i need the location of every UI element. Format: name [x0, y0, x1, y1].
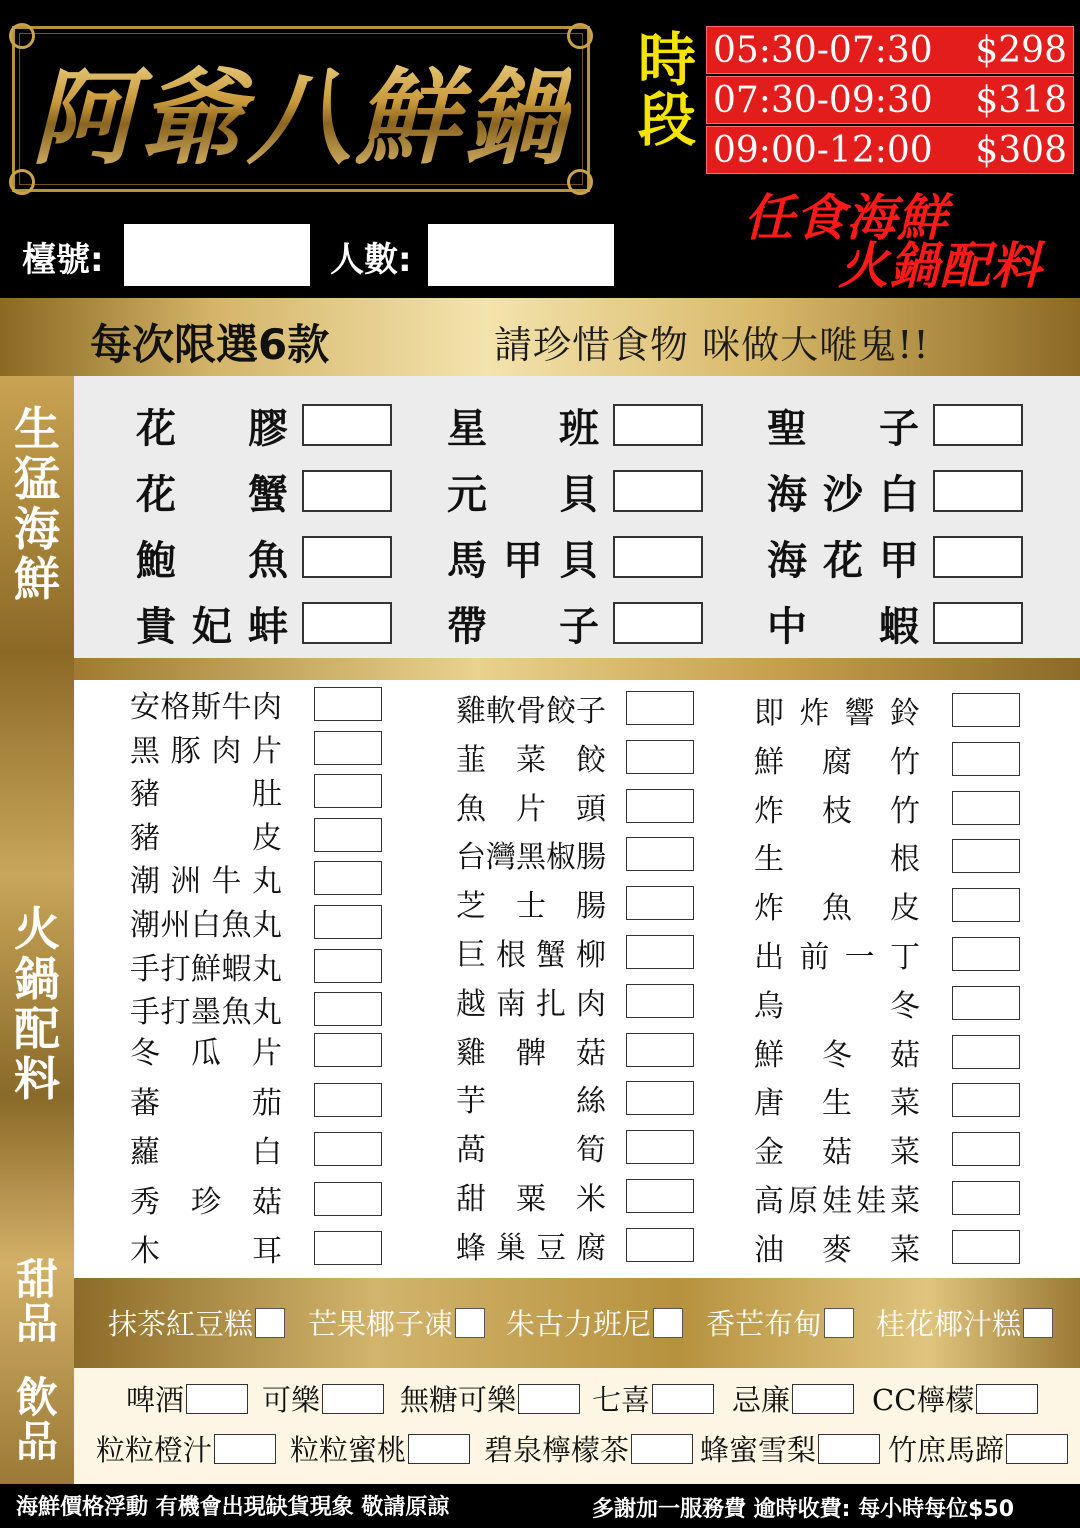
drink-item	[700, 1428, 880, 1469]
drink-item	[290, 1428, 470, 1469]
drink-item	[888, 1428, 1068, 1469]
item-name: 甜 粟 米	[456, 1182, 606, 1217]
drink-item	[872, 1378, 1038, 1419]
seafood-item	[136, 400, 392, 450]
quantity-box[interactable]	[626, 1033, 694, 1067]
quantity-box[interactable]	[314, 1033, 382, 1067]
quantity-box[interactable]	[952, 937, 1020, 971]
item-name: 貴 妃 蚌	[136, 602, 288, 650]
item-name: 朱古力班尼	[506, 1307, 652, 1341]
item-name: 即 炸 響 鈴	[754, 696, 920, 731]
quantity-box[interactable]	[952, 1035, 1020, 1069]
item-name: 秀 珍 菇	[130, 1184, 282, 1220]
quantity-box[interactable]	[613, 602, 703, 644]
dessert-item	[108, 1302, 285, 1343]
quantity-box[interactable]	[933, 470, 1023, 512]
quantity-box[interactable]	[976, 1384, 1038, 1414]
item-name: 碧泉檸檬茶	[484, 1433, 630, 1467]
section-divider	[74, 658, 1080, 680]
quantity-box[interactable]	[933, 404, 1023, 446]
item-name: 冬 瓜 片	[130, 1036, 282, 1071]
quantity-box[interactable]	[952, 693, 1020, 727]
time-period-label: 時段	[637, 26, 696, 154]
quantity-box[interactable]	[186, 1384, 248, 1414]
drink-item	[732, 1378, 854, 1419]
item-name: 粒粒橙汁	[96, 1433, 213, 1467]
quantity-box[interactable]	[314, 1231, 382, 1265]
hotpot-item	[754, 788, 1020, 828]
seafood-item	[767, 466, 1023, 516]
item-name: 手 打 鮮 蝦 丸	[130, 951, 282, 987]
quantity-box[interactable]	[518, 1384, 580, 1414]
item-name: 芋 絲	[456, 1084, 606, 1120]
quantity-box[interactable]	[626, 1130, 694, 1164]
table-number-field[interactable]	[124, 224, 310, 286]
item-name: 炸 魚 皮	[754, 891, 920, 927]
selection-limit-text: 每次限選6款	[90, 320, 330, 369]
quantity-box[interactable]	[952, 1132, 1020, 1166]
seafood-item	[767, 400, 1023, 450]
section-title-seafood: 生猛海鮮	[14, 402, 60, 606]
quantity-box[interactable]	[792, 1384, 854, 1414]
item-name: 唐 生 菜	[754, 1086, 920, 1122]
quantity-box[interactable]	[631, 1434, 693, 1464]
item-name: 海 沙 白	[767, 470, 919, 518]
slogan-line-1: 任食海鮮	[744, 189, 948, 247]
item-name: 巨 根 蟹 柳	[456, 938, 606, 973]
seafood-item	[136, 532, 392, 582]
item-name: 豬 肚	[130, 777, 282, 813]
hotpot-item	[130, 771, 382, 811]
drink-item	[400, 1378, 580, 1419]
item-name: CC檸檬	[872, 1383, 975, 1417]
quantity-box[interactable]	[952, 1230, 1020, 1264]
drink-item	[96, 1428, 276, 1469]
hotpot-item	[456, 1225, 694, 1265]
item-name: 芝 士 腸	[456, 889, 606, 925]
item-name: 台 灣 黑 椒 腸	[456, 840, 606, 876]
item-name: 安 格 斯 牛 肉	[130, 690, 282, 725]
quantity-box[interactable]	[613, 536, 703, 578]
price-row	[706, 76, 1074, 124]
item-name: 忌廉	[732, 1383, 791, 1417]
item-name: 星 班	[447, 404, 599, 452]
quantity-box[interactable]	[314, 687, 382, 721]
price: $308	[975, 130, 1067, 171]
item-name: 啤酒	[126, 1383, 185, 1417]
hotpot-item	[456, 688, 694, 728]
item-name: 炸 枝 竹	[754, 793, 920, 829]
quantity-box[interactable]	[952, 742, 1020, 776]
seafood-item	[447, 532, 703, 582]
people-count-field[interactable]	[428, 224, 614, 286]
quantity-box[interactable]	[626, 1228, 694, 1262]
item-name: 花 蟹	[136, 470, 288, 518]
section-title-drinks: 飲品	[15, 1373, 58, 1466]
quantity-box[interactable]	[302, 536, 392, 578]
quantity-box[interactable]	[314, 1083, 382, 1117]
item-name: 豬 皮	[130, 820, 282, 856]
section-title-dessert: 甜品	[15, 1255, 58, 1348]
price-row	[706, 126, 1074, 174]
quantity-box[interactable]	[933, 602, 1023, 644]
item-name: 竹庶馬蹄	[888, 1433, 1005, 1467]
hotpot-item	[130, 684, 382, 724]
item-name: 元 貝	[447, 470, 599, 518]
hotpot-item	[130, 902, 382, 942]
hotpot-item	[456, 883, 694, 923]
time-range: 07:30-09:30	[713, 80, 933, 121]
quantity-box[interactable]	[314, 949, 382, 983]
quantity-box[interactable]	[952, 839, 1020, 873]
quantity-box[interactable]	[952, 1181, 1020, 1215]
hotpot-item	[456, 1127, 694, 1167]
quantity-box[interactable]	[302, 470, 392, 512]
hotpot-item	[130, 1228, 382, 1268]
seafood-item	[447, 598, 703, 648]
checkbox[interactable]	[653, 1308, 683, 1338]
quantity-box[interactable]	[626, 984, 694, 1018]
hotpot-item	[754, 934, 1020, 974]
seafood-item	[447, 400, 703, 450]
hotpot-item	[754, 690, 1020, 730]
hotpot-item	[456, 1078, 694, 1118]
quantity-box[interactable]	[626, 886, 694, 920]
dessert-item	[706, 1302, 854, 1343]
hotpot-item	[130, 728, 382, 768]
hotpot-item	[456, 981, 694, 1021]
item-name: 鮑 魚	[136, 536, 288, 584]
checkbox[interactable]	[1023, 1308, 1053, 1338]
hotpot-item	[754, 983, 1020, 1023]
checkbox[interactable]	[255, 1308, 285, 1338]
quantity-box[interactable]	[314, 731, 382, 765]
hotpot-item	[754, 885, 1020, 925]
hotpot-item	[130, 815, 382, 855]
item-name: 魚 片 頭	[456, 791, 606, 827]
time-range: 09:00-12:00	[713, 130, 933, 171]
item-name: 花 膠	[136, 404, 288, 452]
quantity-box[interactable]	[302, 602, 392, 644]
hotpot-item	[754, 1080, 1020, 1120]
item-name: 粒粒蜜桃	[290, 1433, 407, 1467]
hotpot-item	[456, 932, 694, 972]
quantity-box[interactable]	[408, 1434, 470, 1464]
item-name: 中 蝦	[767, 602, 919, 650]
item-name: 香芒布甸	[706, 1307, 823, 1341]
quantity-box[interactable]	[613, 470, 703, 512]
item-name: 雞 髀 菇	[456, 1035, 606, 1071]
hotpot-item	[130, 1030, 382, 1070]
quantity-box[interactable]	[626, 691, 694, 725]
item-name: 潮 州 白 魚 丸	[130, 908, 282, 943]
drink-item	[126, 1378, 248, 1419]
item-name: 木 耳	[130, 1234, 282, 1269]
hotpot-item	[754, 1227, 1020, 1267]
quantity-box[interactable]	[314, 1132, 382, 1166]
quantity-box[interactable]	[322, 1384, 384, 1414]
dessert-item	[506, 1302, 683, 1343]
ornament-icon	[567, 169, 593, 195]
item-name: 高 原 娃 娃 菜	[754, 1184, 920, 1219]
hotpot-item	[456, 786, 694, 826]
ornament-icon	[9, 169, 35, 195]
item-name: 鮮 腐 竹	[754, 744, 920, 780]
item-name: 越 南 扎 肉	[456, 986, 606, 1022]
dessert-item	[876, 1302, 1053, 1343]
quantity-box[interactable]	[613, 404, 703, 446]
item-name: 韮 菜 餃	[456, 742, 606, 778]
hotpot-item	[456, 1030, 694, 1070]
seafood-item	[447, 466, 703, 516]
item-name: 蘿 白	[130, 1135, 282, 1170]
hotpot-item	[456, 834, 694, 874]
item-name: 帶 子	[447, 602, 599, 650]
quantity-box[interactable]	[214, 1434, 276, 1464]
hotpot-item	[130, 946, 382, 986]
hotpot-item	[130, 1179, 382, 1219]
hotpot-item	[456, 737, 694, 777]
hotpot-item	[754, 1178, 1020, 1218]
hotpot-item	[130, 858, 382, 898]
service-charge-notice: 多謝加一服務費 逾時收費: 每小時每位$50	[592, 1497, 1015, 1522]
hotpot-item	[130, 1080, 382, 1120]
quantity-box[interactable]	[314, 905, 382, 939]
quantity-box[interactable]	[626, 789, 694, 823]
slogan-line-2: 火鍋配料	[838, 237, 1042, 295]
quantity-box[interactable]	[314, 774, 382, 808]
quantity-box[interactable]	[626, 740, 694, 774]
seafood-item	[136, 598, 392, 648]
quantity-box[interactable]	[652, 1384, 714, 1414]
hotpot-item	[130, 1129, 382, 1169]
quantity-box[interactable]	[626, 1179, 694, 1213]
quantity-box[interactable]	[302, 404, 392, 446]
quantity-box[interactable]	[314, 1182, 382, 1216]
people-count-label: 人數:	[330, 240, 412, 280]
item-name: 蕃 茄	[130, 1085, 282, 1121]
item-name: 無糖可樂	[400, 1383, 517, 1417]
price-fluctuation-notice: 海鮮價格浮動 有機會出現缺貨現象 敬請原諒	[16, 1495, 450, 1520]
item-name: 烏 冬	[754, 988, 920, 1024]
quantity-box[interactable]	[626, 1081, 694, 1115]
quantity-box[interactable]	[1006, 1434, 1068, 1464]
hotpot-item	[754, 1032, 1020, 1072]
quantity-box[interactable]	[314, 818, 382, 852]
price: $298	[975, 30, 1067, 71]
item-name: 芒果椰子凍	[308, 1307, 454, 1341]
item-name: 黑 豚 肉 片	[130, 733, 282, 769]
hotpot-item	[456, 1176, 694, 1216]
checkbox[interactable]	[455, 1308, 485, 1338]
price: $318	[975, 80, 1067, 121]
drink-item	[484, 1428, 693, 1469]
quantity-box[interactable]	[952, 791, 1020, 825]
item-name: 鮮 冬 菇	[754, 1037, 920, 1073]
hotpot-item	[754, 1129, 1020, 1169]
item-name: 馬 甲 貝	[447, 536, 599, 584]
item-name: 海 花 甲	[767, 536, 919, 584]
item-name: 萵 筍	[456, 1133, 606, 1169]
ornament-icon	[9, 23, 35, 49]
seafood-item	[767, 598, 1023, 648]
item-name: 出 前 一 丁	[754, 940, 920, 975]
quantity-box[interactable]	[314, 992, 382, 1026]
drink-item	[592, 1378, 714, 1419]
hotpot-item	[754, 836, 1020, 876]
hotpot-item	[754, 739, 1020, 779]
restaurant-logo: 阿爺八鮮鍋	[31, 34, 571, 184]
drink-item	[262, 1378, 384, 1419]
ornament-icon	[567, 23, 593, 49]
quantity-box[interactable]	[626, 935, 694, 969]
item-name: 潮 洲 牛 丸	[130, 864, 282, 900]
quantity-box[interactable]	[314, 861, 382, 895]
section-title-hotpot: 火鍋配料	[14, 902, 60, 1106]
logo-frame	[12, 26, 590, 192]
price-row	[706, 26, 1074, 74]
quantity-box[interactable]	[952, 986, 1020, 1020]
checkbox[interactable]	[824, 1308, 854, 1338]
food-waste-notice: 請珍惜食物 咪做大嘥鬼!!	[494, 323, 930, 367]
quantity-box[interactable]	[952, 1083, 1020, 1117]
item-name: 聖 子	[767, 404, 919, 452]
seafood-item	[136, 466, 392, 516]
item-name: 七喜	[592, 1383, 651, 1417]
item-name: 桂花椰汁糕	[876, 1307, 1022, 1341]
seafood-item	[767, 532, 1023, 582]
item-name: 雞 軟 骨 餃 子	[456, 694, 606, 729]
hotpot-item	[130, 989, 382, 1029]
item-name: 生 根	[754, 842, 920, 878]
item-name: 油 麥 菜	[754, 1232, 920, 1268]
quantity-box[interactable]	[933, 536, 1023, 578]
time-range: 05:30-07:30	[713, 30, 933, 71]
quantity-box[interactable]	[818, 1434, 880, 1464]
quantity-box[interactable]	[626, 837, 694, 871]
table-number-label: 檯號:	[22, 240, 104, 280]
item-name: 抹茶紅豆糕	[108, 1307, 254, 1341]
item-name: 蜂 巢 豆 腐	[456, 1230, 606, 1266]
dessert-item	[308, 1302, 485, 1343]
item-name: 蜂蜜雪梨	[700, 1433, 817, 1467]
item-name: 可樂	[262, 1383, 321, 1417]
item-name: 金 菇 菜	[754, 1135, 920, 1171]
quantity-box[interactable]	[952, 888, 1020, 922]
item-name: 手 打 墨 魚 丸	[130, 995, 282, 1031]
